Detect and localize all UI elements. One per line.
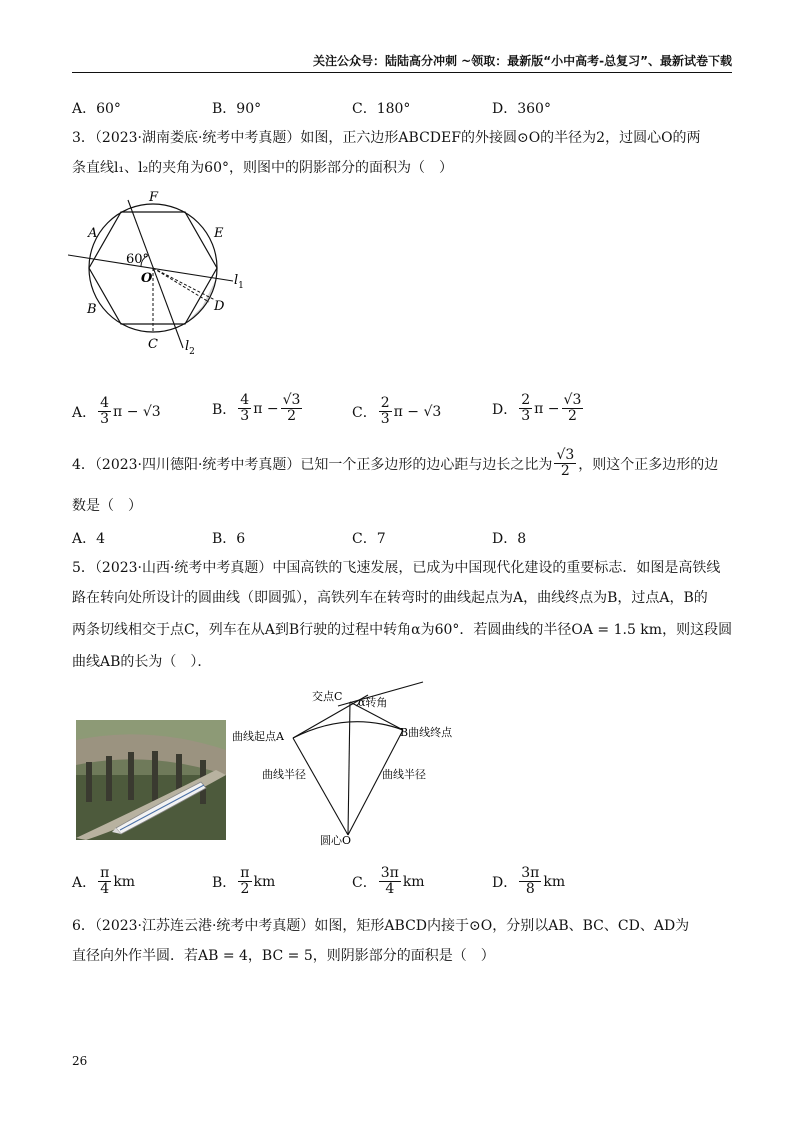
q3-label-l1: $l_1$: [234, 273, 244, 291]
q5-stem-line1: 5．（2023·山西·统考中考真题）中国高铁的飞速发展，已成为中国现代化建设的重要标志．如图是高铁线: [72, 560, 721, 576]
q3-label-f: F: [149, 190, 159, 205]
q3-option-d: D． $\frac{2}{3}$ π − $\frac{√3}{2}$: [492, 392, 582, 424]
q6-stem-line2: 直径向外作半圆．若AB = 4，BC = 5，则阴影部分的面积是（ ）: [72, 948, 495, 964]
q5-stem-line4: 曲线AB的长为（ ）．: [72, 654, 212, 670]
q5-stem-line2: 路在转向处所设计的圆曲线（即圆弧），高铁列车在转弯时的曲线起点为A，曲线终点为B，过点A，B的: [72, 590, 708, 606]
q4-stem-line2: 数是（ ）: [72, 498, 142, 514]
q2-option-b: B．90°: [212, 101, 262, 117]
q5-label-turn-angle: α转角: [358, 696, 388, 709]
q6-stem-line1: 6．（2023·江苏连云港·统考中考真题）如图，矩形ABCD内接于⊙O，分别以AB、BC、CD、AD为: [72, 918, 690, 934]
q5-label-radius-left: 曲线半径: [262, 768, 306, 781]
q5-curve-diagram: [228, 680, 468, 850]
q3-label-d: D: [214, 299, 225, 314]
q3-label-e: E: [214, 226, 224, 241]
page-header: 关注公众号：陆陆高分冲刺 ~领取：最新版“小中高考-总复习”、最新试卷下载: [313, 54, 732, 68]
q3-label-a: A: [88, 226, 98, 241]
q3-label-l2: $l_2$: [185, 339, 195, 357]
q4-option-d: D．8: [492, 531, 527, 547]
q3-hexagon-figure: [68, 190, 268, 360]
page-number: 26: [72, 1054, 88, 1068]
q3-line-l2: [128, 200, 183, 348]
q5-option-c: C． $\frac{3\pi}{4}$ km: [352, 865, 425, 897]
q3-label-c: C: [148, 337, 158, 352]
q2-option-a: A．60°: [72, 101, 121, 117]
q4-stem-line1: 4．（2023·四川德阳·统考中考真题）已知一个正多边形的边心距与边长之比为 $\frac{√3}{2}$ ，则这个正多边形的边: [72, 447, 719, 479]
q4-option-a: A．4: [72, 531, 106, 547]
q5-radius-oa: [293, 738, 348, 835]
q5-stem-line3: 两条切线相交于点C，列车在从A到B行驶的过程中转角α为60°．若圆曲线的半径OA = 1.5 km，则这段圆: [72, 622, 733, 638]
q3-label-b: B: [87, 302, 97, 317]
q5-label-radius-right: 曲线半径: [382, 768, 426, 781]
q2-option-d: D．360°: [492, 101, 551, 117]
q5-option-a: A． $\frac{\pi}{4}$ km: [72, 865, 136, 897]
q4-option-c: C．7: [352, 531, 386, 547]
q3-stem-line2: 条直线l₁、l₂的夹角为60°，则图中的阴影部分的面积为（ ）: [72, 160, 453, 176]
q3-option-b: B． $\frac{4}{3}$ π − $\frac{√3}{2}$: [212, 392, 301, 424]
q3-stem-line1: 3．（2023·湖南娄底·统考中考真题）如图，正六边形ABCDEF的外接圆⊙O的半径为2，过圆心O的两: [72, 130, 701, 146]
q3-label-angle: 60°: [126, 252, 150, 267]
q3-option-c: C． $\frac{2}{3}$ π − √3: [352, 395, 442, 427]
high-speed-train-photo: [76, 720, 226, 840]
q5-option-b: B． $\frac{\pi}{2}$ km: [212, 865, 276, 897]
q5-label-intersection: 交点C: [312, 690, 343, 703]
header-rule: [72, 72, 732, 73]
q5-label-end: B曲线终点: [400, 726, 453, 739]
q3-shaded-region-2: [185, 279, 216, 324]
q5-option-d: D． $\frac{3\pi}{8}$ km: [492, 865, 566, 897]
q3-option-a: A． $\frac{4}{3}$ π − √3: [72, 395, 161, 427]
q4-option-b: B．6: [212, 531, 246, 547]
q5-label-start: 曲线起点A: [232, 730, 284, 743]
q5-radius-ob: [348, 730, 403, 835]
q3-label-o: O: [141, 271, 153, 286]
q5-circular-arc: [293, 722, 403, 738]
q2-option-c: C．180°: [352, 101, 411, 117]
q5-label-center: 圆心O: [320, 834, 352, 847]
